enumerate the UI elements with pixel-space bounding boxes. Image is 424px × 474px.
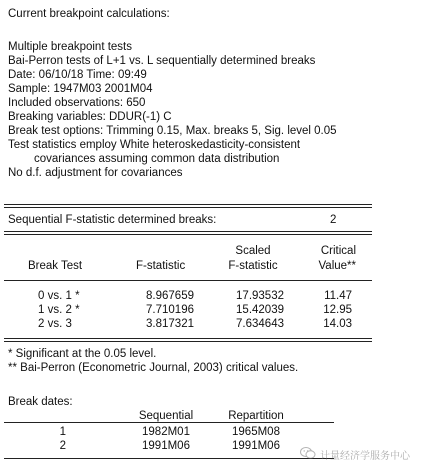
header-line-method: Bai-Perron tests of L+1 vs. L sequentially determined breaks: [8, 55, 316, 67]
row-scaled: 7.634643: [236, 318, 284, 330]
break-date-sequential: 1982M01: [142, 426, 190, 438]
header-line-statistics: Test statistics employ White heteroskedasticity-consistent: [8, 139, 301, 151]
row-critical: 14.03: [323, 318, 352, 330]
rule-top-1: [4, 204, 372, 205]
row-critical: 11.47: [324, 290, 352, 302]
row-fstat: 3.817321: [146, 318, 194, 330]
break-dates-rule: [4, 422, 334, 423]
header-line-test-type: Multiple breakpoint tests: [8, 41, 133, 53]
break-date-repartition: 1965M08: [232, 426, 280, 438]
page-title: Current breakpoint calculations:: [8, 8, 170, 20]
header-line-adjustment: No d.f. adjustment for covariances: [8, 167, 183, 179]
col-critical-bottom: Value**: [318, 260, 356, 272]
break-date-index: 2: [59, 440, 66, 452]
rule-mid-1: [4, 231, 372, 232]
break-dates-title: Break dates:: [8, 396, 73, 408]
note-significance: * Significant at the 0.05 level.: [8, 348, 157, 360]
break-dates-col-sequential: Sequential: [138, 410, 194, 422]
rule-table-bottom-1: [4, 338, 372, 339]
row-scaled: 15.42039: [236, 304, 284, 316]
rule-table-bottom-2: [4, 341, 372, 342]
col-critical-top: Critical: [320, 245, 356, 257]
header-line-date: Date: 06/10/18 Time: 09:49: [8, 69, 147, 81]
row-fstat: 8.967659: [146, 290, 194, 302]
note-critical-values: ** Bai-Perron (Econometric Journal, 2003) critical values.: [8, 362, 299, 374]
header-line-variables: Breaking variables: DDUR(-1) C: [8, 111, 172, 123]
header-line-covariances: covariances assuming common data distribution: [34, 153, 280, 165]
col-scaled-bottom: F-statistic: [228, 260, 278, 272]
rule-top-2: [4, 207, 372, 208]
break-date-sequential: 1991M06: [142, 440, 190, 452]
watermark: [300, 445, 420, 463]
rule-mid-2: [4, 234, 372, 235]
col-break-test: Break Test: [28, 260, 83, 272]
row-fstat: 7.710196: [146, 304, 194, 316]
header-line-observations: Included observations: 650: [8, 97, 146, 109]
break-date-index: 1: [59, 426, 66, 438]
break-dates-col-repartition: Repartition: [228, 410, 284, 422]
rule-header-bottom: [4, 280, 372, 281]
break-date-repartition: 1991M06: [232, 440, 280, 452]
header-line-options: Break test options: Trimming 0.15, Max. breaks 5, Sig. level 0.05: [8, 125, 337, 137]
header-line-sample: Sample: 1947M03 2001M04: [8, 83, 153, 95]
row-scaled: 17.93532: [236, 290, 284, 302]
determined-breaks-value: 2: [330, 214, 337, 226]
row-test: 2 vs. 3: [38, 318, 72, 330]
col-fstatistic: F-statistic: [136, 260, 186, 272]
wechat-icon: [300, 446, 316, 463]
watermark-text: 计量经济学服务中心: [320, 450, 410, 462]
col-scaled-top: Scaled: [235, 245, 271, 257]
row-test: 1 vs. 2 *: [38, 304, 80, 316]
row-test: 0 vs. 1 *: [38, 290, 80, 302]
determined-breaks-label: Sequential F-statistic determined breaks:: [8, 214, 217, 226]
break-dates-bottom-rule: [4, 458, 334, 459]
row-critical: 12.95: [323, 304, 352, 316]
